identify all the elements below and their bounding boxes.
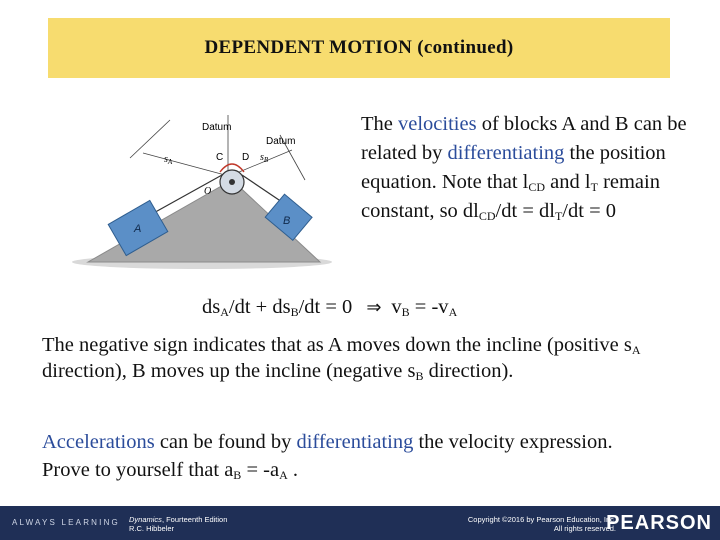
text-fragment: the velocity expression. Prove to yourself that a bbox=[42, 431, 613, 481]
text-fragment: of blocks A and B can be related by bbox=[361, 113, 687, 164]
label-datum-left: Datum bbox=[202, 122, 232, 133]
keyword-differentiating: differentiating bbox=[447, 142, 565, 164]
pulley-axle bbox=[229, 179, 235, 185]
keyword-velocities: velocities bbox=[398, 113, 477, 135]
pulley-figure bbox=[70, 110, 335, 275]
book-author: R.C. Hibbeler bbox=[129, 524, 175, 533]
datum-line-left bbox=[130, 120, 170, 158]
text-fragment: . bbox=[287, 459, 298, 481]
text-fragment: The bbox=[361, 113, 398, 135]
eq-fragment: /dt + ds bbox=[228, 296, 291, 318]
text-fragment: The negative sign indicates that as A moves down the incline (positive s bbox=[42, 334, 632, 356]
text-fragment: remain constant, so dl bbox=[361, 171, 660, 222]
velocity-explanation bbox=[361, 110, 701, 226]
label-d: D bbox=[242, 152, 250, 163]
text-fragment: and l bbox=[545, 171, 591, 193]
always-learning-text: ALWAYS LEARNING bbox=[12, 518, 120, 527]
label-c: C bbox=[216, 152, 224, 163]
label-o: O bbox=[204, 186, 212, 197]
eq-fragment: ds bbox=[202, 296, 221, 318]
pulley-diagram bbox=[70, 110, 335, 275]
label-block-a: A bbox=[134, 223, 142, 235]
pearson-logo: PEARSON bbox=[606, 512, 712, 534]
text-fragment: the position equation. Note that l bbox=[361, 142, 666, 193]
sa-dimension bbox=[143, 153, 225, 175]
book-edition: , Fourteenth Edition bbox=[161, 515, 228, 524]
text-fragment: /dt = 0 bbox=[562, 200, 616, 222]
subscript: CD bbox=[528, 180, 546, 194]
subscript: A bbox=[220, 305, 229, 319]
subscript: CD bbox=[478, 209, 496, 223]
acceleration-paragraph bbox=[42, 428, 662, 484]
negative-sign-paragraph bbox=[42, 332, 662, 384]
subscript: B bbox=[233, 468, 242, 482]
subscript: A bbox=[448, 305, 458, 319]
label-datum-right: Datum bbox=[266, 136, 296, 147]
keyword-accelerations: Accelerations bbox=[42, 431, 155, 453]
label-sa: $s_A$ bbox=[164, 154, 173, 166]
subscript: A bbox=[279, 468, 288, 482]
text-fragment: /dt = dl bbox=[495, 200, 555, 222]
subscript: B bbox=[290, 305, 299, 319]
subscript: B bbox=[401, 305, 410, 319]
subscript: T bbox=[590, 180, 598, 194]
copyright-line: Copyright ©2016 by Pearson Education, Inc. bbox=[467, 515, 616, 524]
title-banner bbox=[48, 18, 670, 78]
text-fragment: = -a bbox=[241, 459, 280, 481]
book-title: Dynamics bbox=[129, 515, 162, 524]
book-credit bbox=[129, 515, 227, 533]
text-fragment: direction). bbox=[423, 360, 514, 382]
eq-fragment: = -v bbox=[409, 296, 449, 318]
copyright bbox=[468, 515, 616, 533]
text-fragment: direction), B moves up the incline (negative s bbox=[42, 360, 416, 382]
velocity-equation bbox=[202, 296, 457, 319]
footer-bar bbox=[0, 506, 720, 540]
eq-fragment: v bbox=[391, 296, 402, 318]
label-block-b: B bbox=[283, 215, 291, 227]
keyword-differentiating: differentiating bbox=[296, 431, 414, 453]
text-fragment: can be found by bbox=[154, 431, 297, 453]
eq-fragment: /dt = 0 bbox=[298, 296, 353, 318]
implies-arrow: ⇒ bbox=[366, 297, 382, 318]
subscript: T bbox=[554, 209, 563, 223]
subscript: A bbox=[631, 343, 641, 357]
label-sb: $s_B$ bbox=[260, 152, 269, 164]
slide-title: DEPENDENT MOTION (continued) bbox=[204, 37, 514, 58]
subscript: B bbox=[415, 369, 424, 383]
rights-line: All rights reserved. bbox=[553, 524, 616, 533]
